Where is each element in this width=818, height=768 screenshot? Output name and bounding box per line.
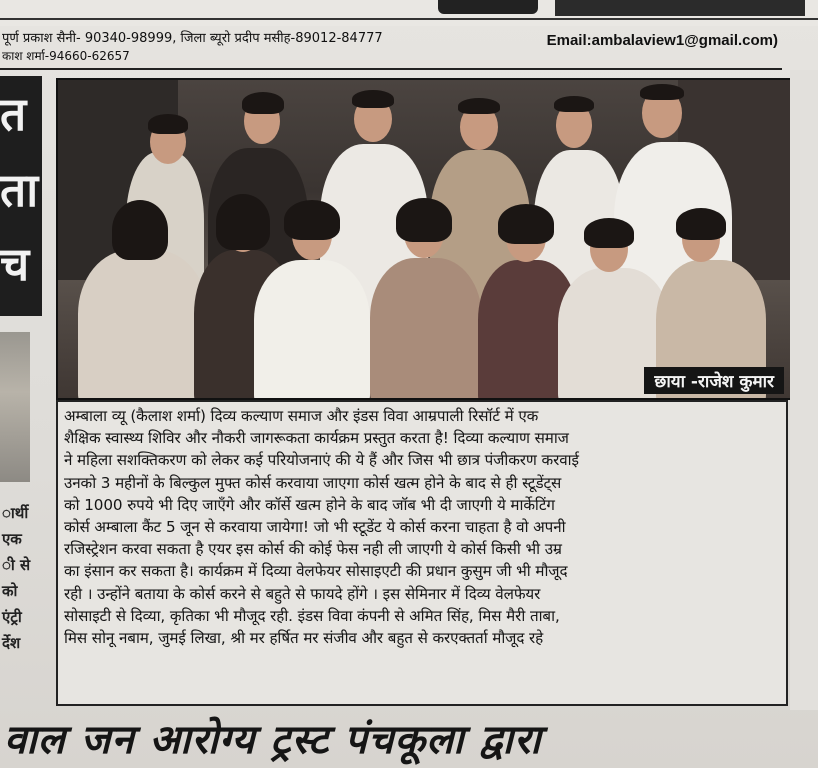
person-figure xyxy=(254,260,370,400)
person-figure xyxy=(370,258,482,400)
left-text-line: ी से xyxy=(2,556,31,574)
photo-credit: छाया -राजेश कुमार xyxy=(644,367,784,394)
left-text-line: एंट्री xyxy=(2,608,22,626)
article-line: का इंसान कर सकता है। कार्यक्रम में दिव्या वेलफेयर सोसाइएटी की प्रधान कुसुम जी भी मौजूद xyxy=(64,562,568,581)
contact-line-1: पूर्ण प्रकाश सैनी- 90340-98999, जिला ब्यूरो प्रदीप मसीह-89012-84777 xyxy=(2,31,383,46)
article-line: रजिस्ट्रेशन करवा सकता है एयर इस कोर्स की कोई फेस नही ली जाएगी ये कोर्स किसी भी उम्र xyxy=(64,540,562,559)
left-headline-block xyxy=(0,76,42,316)
contact-header xyxy=(0,26,782,70)
left-headline-char-2: ता xyxy=(0,163,39,217)
left-photo-fragment xyxy=(0,332,30,482)
person-hair xyxy=(216,194,270,250)
masthead-fragment-right xyxy=(555,0,805,16)
left-text-fragments xyxy=(2,500,46,656)
masthead-fragment xyxy=(438,0,538,14)
left-text-line: को xyxy=(2,582,18,600)
masthead-rule xyxy=(0,18,818,20)
article-body xyxy=(56,400,788,706)
person-hair xyxy=(554,96,594,112)
contact-line-2: काश शर्मा-94660-62657 xyxy=(2,49,130,63)
person-hair xyxy=(498,204,554,244)
person-hair xyxy=(148,114,188,134)
article-line: मिस सोनू नबाम, जुमई लिखा, श्री मर हर्षित मर संजीव और बहुत से करएक्तर्ता मौजूद रहे xyxy=(64,629,544,648)
person-hair xyxy=(284,200,340,240)
left-text-line: र्देश xyxy=(2,634,21,652)
article-line: शैक्षिक स्वास्थ्य शिविर और नौकरी जागरूकता कार्यक्रम प्रस्तुत करता है! दिव्या कल्याण समाज xyxy=(64,429,569,448)
contact-email: Email:ambalaview1@gmail.com) xyxy=(546,32,778,49)
person-hair xyxy=(396,198,452,242)
person-figure xyxy=(78,250,208,400)
article-line: को 1000 रुपये भी दिए जाएँगे और कॉर्से खत्म होने के बाद जॉब भी दी जाएगी ये मार्केटिंग xyxy=(64,495,555,514)
person-hair xyxy=(640,84,684,100)
article-line: ने महिला सशक्तिकरण को लेकर कई परियोजनाएं की ये हैं और जिस भी छात्र पंजीकरण करवाई xyxy=(64,451,579,470)
left-text-line: एक xyxy=(2,530,22,548)
person-hair xyxy=(584,218,634,248)
left-headline-char-3: च xyxy=(0,237,30,291)
person-hair xyxy=(676,208,726,240)
person-hair xyxy=(242,92,284,114)
group-photo xyxy=(56,78,792,400)
top-masthead-strip xyxy=(0,0,818,26)
news-article xyxy=(52,70,790,710)
left-adjacent-column xyxy=(0,70,46,710)
article-line: सोसाइटी से दिव्या, कृतिका भी मौजूद रही. इंडस विवा कंपनी से अमित सिंह, मिस मैरी ताबा, xyxy=(64,606,560,625)
article-line: अम्बाला व्यू (कैलाश शर्मा) दिव्य कल्याण समाज और इंडस विवा आम्रपाली रिसॉर्ट में एक xyxy=(64,407,539,425)
next-article-headline: वाल जन आरोग्य ट्रस्ट पंचकूला द्वारा xyxy=(4,716,542,763)
article-line: रही । उन्होंने बताया के कोर्स करने से बहुते से फायदे होंगे । इस सेमिनार में दिव्य वेलफेयर xyxy=(64,584,541,603)
person-hair xyxy=(112,200,168,260)
person-hair xyxy=(352,90,394,108)
left-text-line: ार्थी xyxy=(2,504,29,522)
right-margin xyxy=(790,70,818,710)
article-line: कोर्स अम्बाला कैंट 5 जून से करवाया जायेगा! जो भी स्टूडेंट ये कोर्स करना चाहता है वो अपनी xyxy=(64,518,566,537)
article-line: उनको 3 महीनों के बिल्कुल मुफ्त कोर्स करवाया जाएगा कोर्स खत्म होने के बाद से ही स्टूडेंट्स xyxy=(64,473,562,492)
left-headline-char-1: त xyxy=(0,87,27,141)
person-hair xyxy=(458,98,500,114)
